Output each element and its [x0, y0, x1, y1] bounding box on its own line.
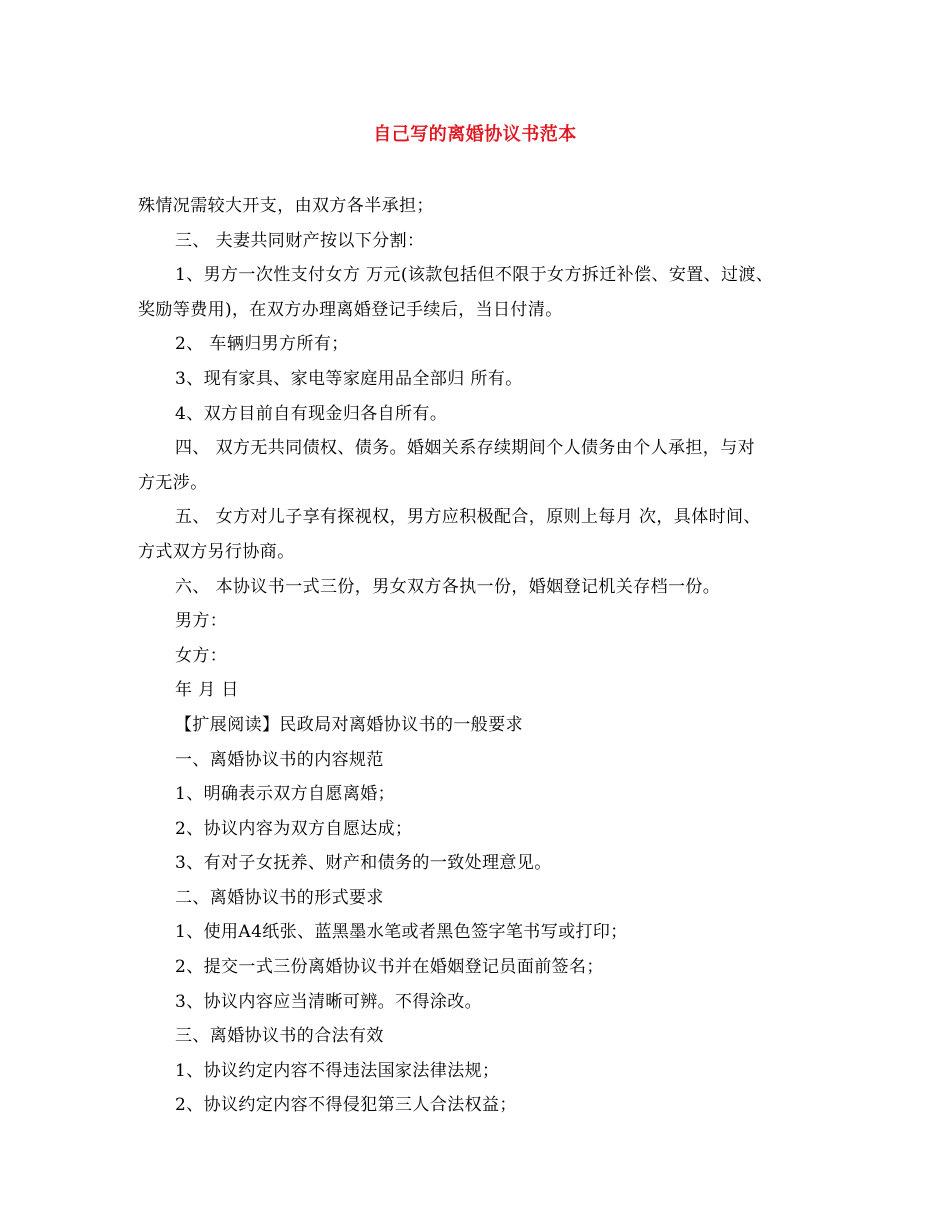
text-line: 男方：: [175, 611, 228, 632]
text-line: 2、协议约定内容不得侵犯第三人合法权益；: [175, 1095, 517, 1116]
text-line: 1、明确表示双方自愿离婚；: [175, 784, 396, 805]
text-line: 【扩展阅读】民政局对离婚协议书的一般要求: [175, 714, 523, 735]
document-body: [138, 189, 838, 1123]
text-line: 一、离婚协议书的内容规范: [175, 749, 384, 770]
text-line: 三、 夫妻共同财产按以下分割：: [175, 230, 425, 251]
text-line: 1、男方一次性支付女方 万元(该款包括但不限于女方拆迁补偿、安置、过渡、: [175, 265, 774, 286]
text-line: 奖励等费用)，在双方办理离婚登记手续后，当日付清。: [138, 299, 563, 320]
text-line: 2、协议内容为双方自愿达成；: [175, 818, 413, 839]
text-line: 六、 本协议书一式三份，男女双方各执一份，婚姻登记机关存档一份。: [175, 576, 721, 597]
text-line: 2、 车辆归男方所有；: [175, 334, 349, 355]
text-line: 二、离婚协议书的形式要求: [175, 887, 384, 908]
text-line: 女方：: [175, 645, 228, 666]
text-line: 4、双方目前自有现金归各自所有。: [175, 403, 448, 424]
text-line: 3、有对子女抚养、财产和债务的一致处理意见。: [175, 853, 552, 874]
text-line: 3、现有家具、家电等家庭用品全部归 所有。: [175, 368, 523, 389]
text-line: 三、离婚协议书的合法有效: [175, 1026, 384, 1047]
text-line: 3、协议内容应当清晰可辨。不得涂改。: [175, 991, 483, 1012]
text-line: 四、 双方无共同债权、债务。婚姻关系存续期间个人债务由个人承担，与对: [175, 438, 756, 459]
text-line: 1、使用A4纸张、蓝黑墨水笔或者黑色签字笔书写或打印；: [175, 922, 628, 943]
text-line: 方式双方另行协商。: [138, 541, 295, 562]
text-line: 五、 女方对儿子享有探视权，男方应积极配合，原则上每月 次，具体时间、: [175, 507, 761, 528]
text-line: 殊情况需较大开支，由双方各半承担；: [138, 196, 434, 216]
document-title: 自己写的离婚协议书范本: [373, 124, 577, 145]
text-line: 年 月 日: [175, 680, 239, 701]
text-line: 方无涉。: [138, 472, 208, 493]
text-line: 1、协议约定内容不得违法国家法律法规；: [175, 1060, 500, 1081]
text-line: 2、提交一式三份离婚协议书并在婚姻登记员面前签名；: [175, 957, 604, 978]
